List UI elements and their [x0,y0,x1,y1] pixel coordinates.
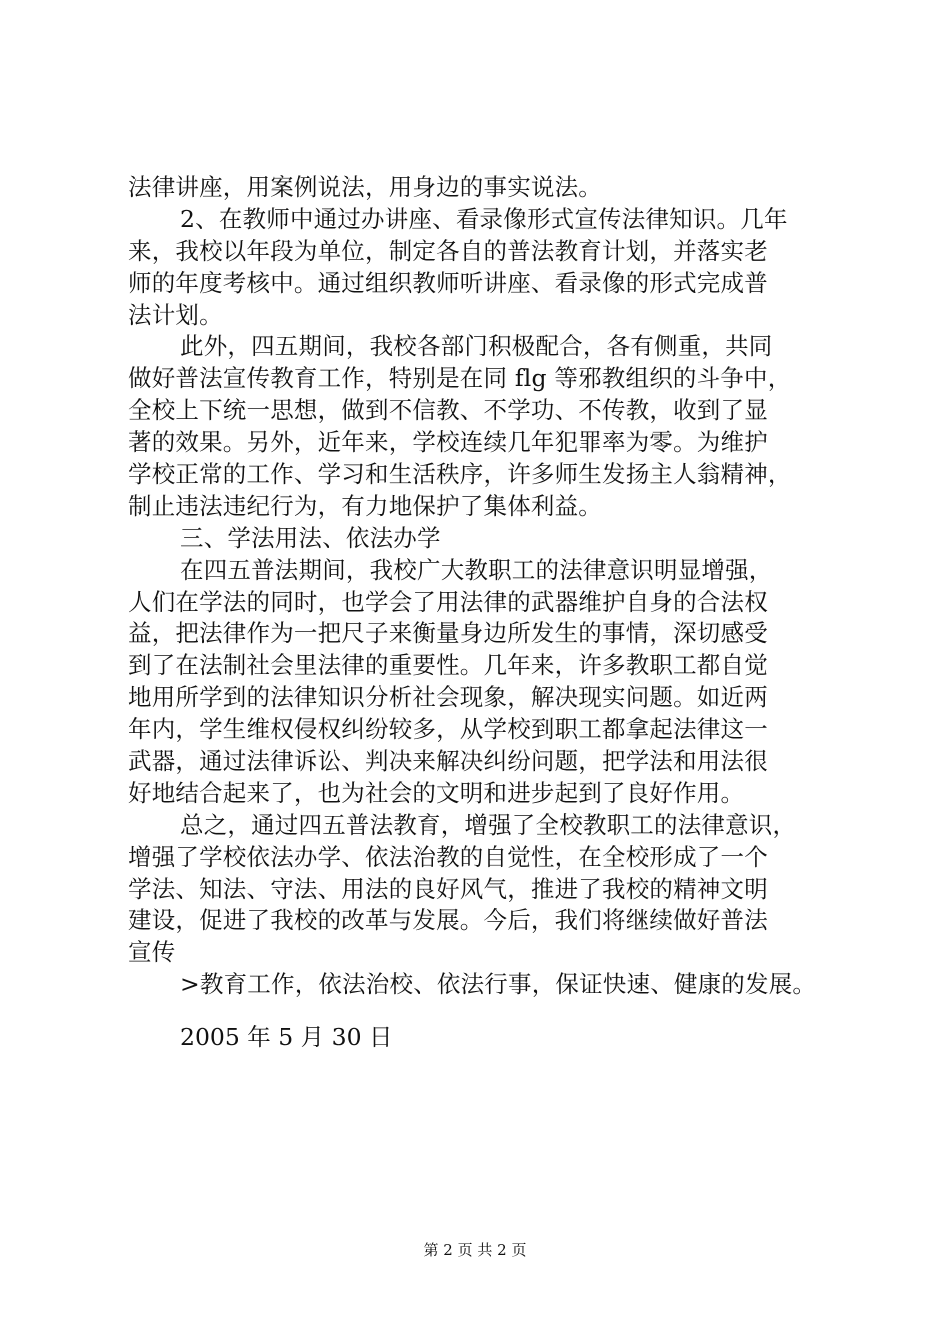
page-footer: 第 2 页 共 2 页 [423,1241,527,1259]
text-line: 来，我校以年段为单位，制定各自的普法教育计划，并落实老 [128,236,768,265]
text-line: 总之，通过四五普法教育，增强了全校教职工的法律意识， [180,810,797,839]
text-line: 人们在学法的同时，也学会了用法律的武器维护自身的合法权 [128,587,768,616]
text-line: 法律讲座，用案例说法，用身边的事实说法。 [128,173,602,201]
text-line: 地用所学到的法律知识分析社会现象，解决现实问题。如近两 [128,683,768,712]
text-line: 建设，促进了我校的改革与发展。今后，我们将继续做好普法 [128,906,768,935]
text-line: 制止违法违纪行为，有力地保护了集体利益。 [128,491,602,520]
text-line: 年内，学生维权侵权纠纷较多，从学校到职工都拿起法律这一 [128,715,768,744]
text-line: 武器，通过法律诉讼、判决来解决纠纷问题，把学法和用法很 [128,747,768,776]
document-date: 2005 年 5 月 30 日 [180,1023,393,1051]
text-line: 2、在教师中通过办讲座、看录像形式宣传法律知识。几年 [180,204,788,233]
text-line: 此外，四五期间，我校各部门积极配合，各有侧重，共同 [180,332,773,361]
text-line: 三、学法用法、依法办学 [180,523,441,552]
text-line: 在四五普法期间，我校广大教职工的法律意识明显增强， [180,555,773,584]
text-line: 学校正常的工作、学习和生活秩序，许多师生发扬主人翁精神， [128,460,792,489]
text-line: 好地结合起来了，也为社会的文明和进步起到了良好作用。 [128,778,745,807]
document-body [128,172,828,1001]
text-line: 师的年度考核中。通过组织教师听讲座、看录像的形式完成普 [128,268,768,297]
text-line: 益，把法律作为一把尺子来衡量身边所发生的事情，深切感受 [128,619,768,648]
text-line: 法计划。 [128,300,223,329]
text-line: 全校上下统一思想，做到不信教、不学功、不传教，收到了显 [128,396,768,425]
text-line: 做好普法宣传教育工作，特别是在同 flg 等邪教组织的斗争中， [128,364,792,393]
text-line: 学法、知法、守法、用法的良好风气，推进了我校的精神文明 [128,874,768,903]
text-line: 宣传 [128,938,176,967]
text-line: >教育工作，依法治校、依法行事，保证快速、健康的发展。 [180,970,817,999]
text-line: 增强了学校依法办学、依法治教的自觉性，在全校形成了一个 [128,842,768,871]
text-line: 著的效果。另外，近年来，学校连续几年犯罪率为零。为维护 [128,428,768,457]
text-line: 到了在法制社会里法律的重要性。几年来，许多教职工都自觉 [128,651,768,680]
